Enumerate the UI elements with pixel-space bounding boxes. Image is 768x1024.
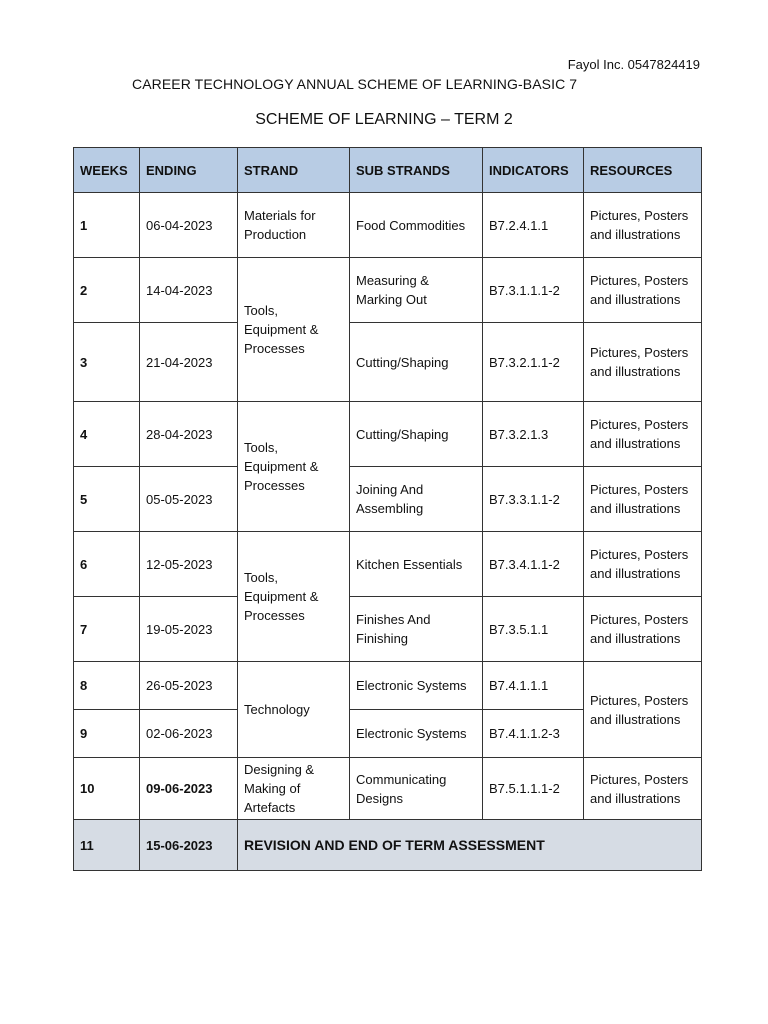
sub-strand-cell: Cutting/Shaping [350,323,483,402]
resources-cell: Pictures, Posters and illustrations [584,597,702,662]
ending-cell: 28-04-2023 [140,402,238,467]
week-cell: 8 [74,662,140,710]
week-cell: 9 [74,710,140,758]
indicator-cell: B7.4.1.1.1 [483,662,584,710]
column-header: SUB STRANDS [350,148,483,193]
ending-cell: 14-04-2023 [140,258,238,323]
resources-cell: Pictures, Posters and illustrations [584,258,702,323]
ending-cell: 05-05-2023 [140,467,238,532]
table-row [74,597,702,662]
revision-text: REVISION AND END OF TERM ASSESSMENT [238,820,702,871]
document-title: CAREER TECHNOLOGY ANNUAL SCHEME OF LEARNING-BASIC 7 [132,76,578,92]
week-cell: 6 [74,532,140,597]
column-header: RESOURCES [584,148,702,193]
week-cell: 5 [74,467,140,532]
ending-cell: 21-04-2023 [140,323,238,402]
ending-cell: 12-05-2023 [140,532,238,597]
sub-strand-cell: Finishes And Finishing [350,597,483,662]
resources-cell: Pictures, Posters and illustrations [584,193,702,258]
column-header: WEEKS [74,148,140,193]
scheme-table [73,147,702,871]
resources-cell: Pictures, Posters and illustrations [584,758,702,820]
ending-cell: 06-04-2023 [140,193,238,258]
resources-cell: Pictures, Posters and illustrations [584,402,702,467]
week-cell: 1 [74,193,140,258]
table-row [74,323,702,402]
sub-strand-cell: Kitchen Essentials [350,532,483,597]
resources-cell: Pictures, Posters and illustrations [584,467,702,532]
indicator-cell: B7.2.4.1.1 [483,193,584,258]
strand-cell: Designing & Making of Artefacts [238,758,350,820]
sub-strand-cell: Cutting/Shaping [350,402,483,467]
table-row [74,532,702,597]
table-header-row [74,148,702,193]
column-header: ENDING [140,148,238,193]
strand-cell: Materials for Production [238,193,350,258]
indicator-cell: B7.5.1.1.1-2 [483,758,584,820]
week-cell: 7 [74,597,140,662]
table-row [74,758,702,820]
week-cell: 4 [74,402,140,467]
strand-cell: Tools, Equipment & Processes [238,532,350,662]
sub-strand-cell: Measuring & Marking Out [350,258,483,323]
sub-strand-cell: Electronic Systems [350,662,483,710]
table-row [74,258,702,323]
week-cell: 10 [74,758,140,820]
resources-cell: Pictures, Posters and illustrations [584,662,702,758]
sub-strand-cell: Communicating Designs [350,758,483,820]
indicator-cell: B7.3.5.1.1 [483,597,584,662]
ending-cell: 02-06-2023 [140,710,238,758]
indicator-cell: B7.3.2.1.1-2 [483,323,584,402]
column-header: INDICATORS [483,148,584,193]
table-row [74,402,702,467]
week-cell: 11 [74,820,140,871]
strand-cell: Tools, Equipment & Processes [238,402,350,532]
indicator-cell: B7.3.2.1.3 [483,402,584,467]
table-row [74,193,702,258]
ending-cell: 19-05-2023 [140,597,238,662]
revision-row [74,820,702,871]
sub-strand-cell: Electronic Systems [350,710,483,758]
resources-cell: Pictures, Posters and illustrations [584,323,702,402]
term-title: SCHEME OF LEARNING – TERM 2 [255,111,513,128]
strand-cell: Technology [238,662,350,758]
indicator-cell: B7.3.1.1.1-2 [483,258,584,323]
ending-cell: 26-05-2023 [140,662,238,710]
table-row [74,467,702,532]
resources-cell: Pictures, Posters and illustrations [584,532,702,597]
sub-strand-cell: Joining And Assembling [350,467,483,532]
ending-cell: 09-06-2023 [140,758,238,820]
indicator-cell: B7.4.1.1.2-3 [483,710,584,758]
indicator-cell: B7.3.3.1.1-2 [483,467,584,532]
indicator-cell: B7.3.4.1.1-2 [483,532,584,597]
week-cell: 3 [74,323,140,402]
sub-strand-cell: Food Commodities [350,193,483,258]
strand-cell: Tools, Equipment & Processes [238,258,350,402]
contact-info: Fayol Inc. 0547824419 [567,57,700,72]
table-row [74,662,702,710]
ending-cell: 15-06-2023 [140,820,238,871]
column-header: STRAND [238,148,350,193]
week-cell: 2 [74,258,140,323]
